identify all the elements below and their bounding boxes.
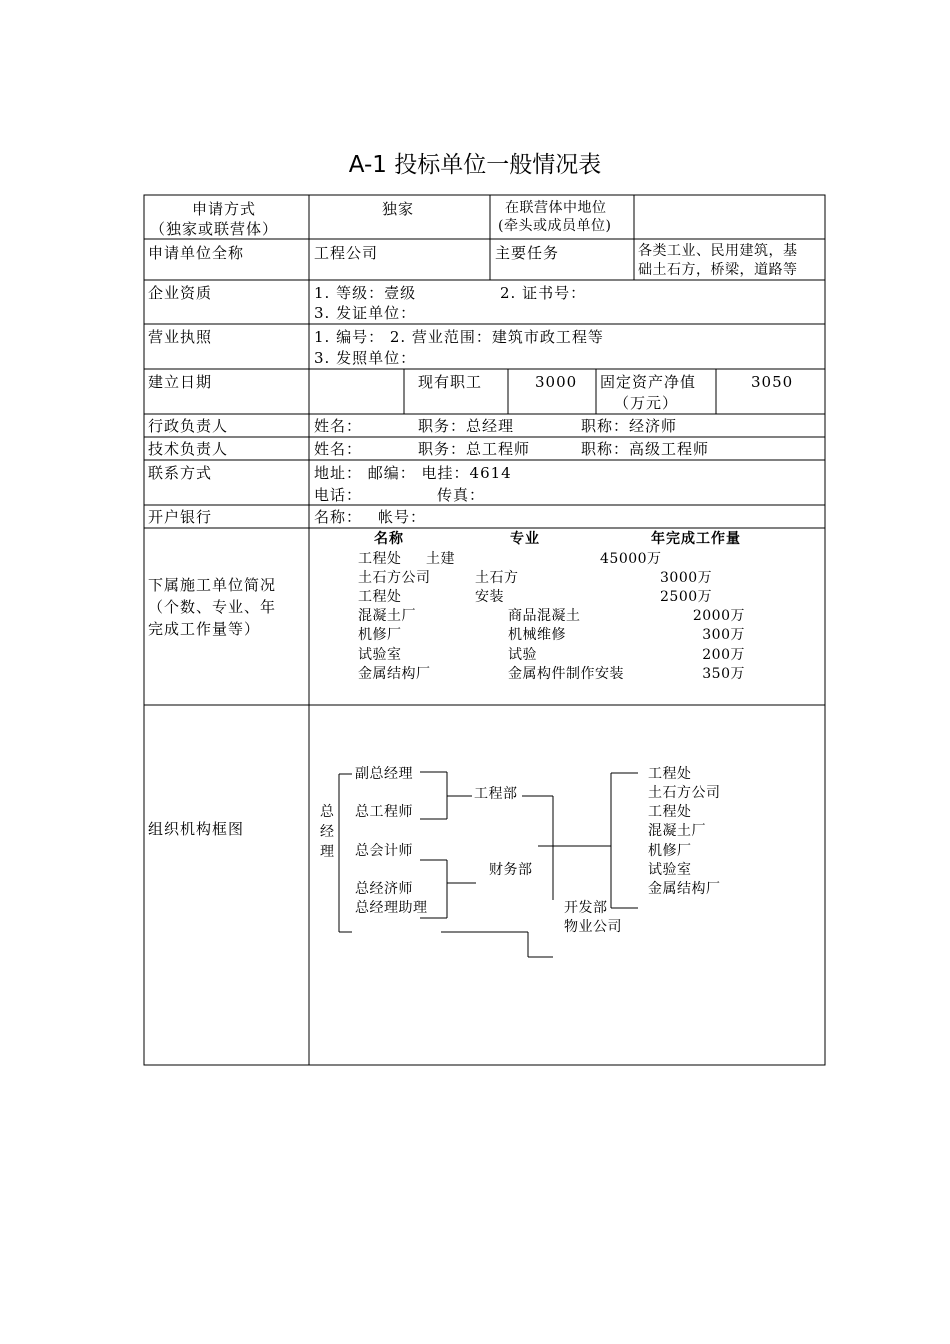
admin-name: 姓名： [314, 417, 363, 435]
contact-fax: 传真： [437, 486, 486, 504]
qualification-label: 企业资质 [148, 284, 213, 302]
bank-account: 帐号： [378, 508, 427, 526]
subunits-sublabel-2: 完成工作量等） [148, 620, 261, 638]
subunit-major: 土建 [426, 551, 455, 567]
org-unit: 混凝土厂 [648, 823, 706, 839]
qualification-issuer: 3. 发证单位： [314, 304, 417, 322]
subunit-amount: 350万 [702, 666, 745, 682]
applicant-label: 申请单位全称 [148, 244, 245, 262]
org-root-char: 经 [320, 824, 335, 840]
subunits-header-name: 名称 [374, 531, 404, 547]
org-deputy: 总会计师 [355, 843, 413, 859]
apply-mode-sublabel: （独家或联营体） [150, 220, 279, 238]
founded-label: 建立日期 [148, 373, 213, 391]
org-root-char: 理 [320, 844, 335, 860]
org-deputy: 总经济师 [355, 881, 413, 897]
org-dept: 财务部 [489, 862, 533, 878]
page-title: A-1 投标单位一般情况表 [348, 152, 602, 178]
bank-name: 名称： [314, 508, 363, 526]
subunit-name: 混凝土厂 [358, 608, 416, 624]
apply-mode-value: 独家 [382, 200, 415, 218]
admin-rank: 职称：经济师 [581, 417, 678, 435]
qualification-grade: 1. 等级：壹级 [314, 284, 417, 302]
org-unit: 工程处 [648, 766, 692, 782]
subunits-header-major: 专业 [510, 531, 540, 547]
admin-post: 职务：总经理 [418, 417, 515, 435]
org-deputy: 总工程师 [355, 804, 413, 820]
main-task-label: 主要任务 [495, 244, 560, 262]
subunit-amount: 2500万 [660, 589, 713, 605]
subunit-major: 安装 [475, 589, 504, 605]
contact-label: 联系方式 [148, 464, 213, 482]
tech-label: 技术负责人 [148, 440, 229, 458]
bank-label: 开户银行 [148, 508, 213, 526]
subunit-amount: 200万 [702, 647, 745, 663]
qualification-cert: 2. 证书号： [500, 284, 587, 302]
main-task-value-line1: 各类工业、民用建筑，基 [638, 243, 798, 259]
subunits-header-amount: 年完成工作量 [651, 531, 741, 547]
subunit-name: 试验室 [358, 647, 402, 663]
license-line2: 3. 发照单位： [314, 349, 417, 367]
main-task-value-line2: 础土石方，桥梁，道路等 [638, 262, 798, 278]
staff-value: 3000 [535, 373, 578, 391]
org-unit: 试验室 [648, 862, 692, 878]
subunit-amount: 3000万 [660, 570, 713, 586]
org-unit: 机修厂 [648, 843, 692, 859]
position-sublabel: (牵头或成员单位) [498, 218, 612, 234]
contact-line1: 地址： 邮编： 电挂：4614 [314, 464, 512, 482]
assets-value: 3050 [751, 373, 794, 391]
subunit-amount: 300万 [702, 627, 745, 643]
staff-label: 现有职工 [418, 373, 483, 391]
subunits-label: 下属施工单位简况 [148, 576, 277, 594]
org-chart-label: 组织机构框图 [148, 820, 245, 838]
admin-label: 行政负责人 [148, 417, 229, 435]
org-root-char: 总 [320, 804, 335, 820]
position-label: 在联营体中地位 [505, 200, 607, 216]
subunit-amount: 45000万 [600, 551, 662, 567]
org-dev-dept: 开发部 [564, 900, 608, 916]
subunit-name: 工程处 [358, 551, 402, 567]
subunit-name: 土石方公司 [358, 570, 431, 586]
contact-phone: 电话： [314, 486, 363, 504]
org-unit: 金属结构厂 [648, 881, 721, 897]
tech-post: 职务：总工程师 [418, 440, 531, 458]
org-deputy: 副总经理 [355, 766, 413, 782]
org-property-company: 物业公司 [564, 919, 622, 935]
subunit-major: 土石方 [475, 570, 519, 586]
license-label: 营业执照 [148, 328, 213, 346]
tech-name: 姓名： [314, 440, 363, 458]
subunit-name: 机修厂 [358, 627, 402, 643]
subunit-major: 机械维修 [508, 627, 566, 643]
subunit-amount: 2000万 [692, 608, 745, 624]
subunit-major: 试验 [508, 647, 537, 663]
assets-label: 固定资产净值 [600, 373, 697, 391]
subunit-major: 商品混凝土 [508, 608, 581, 624]
applicant-value: 工程公司 [314, 244, 379, 262]
subunits-sublabel: （个数、专业、年 [148, 598, 277, 616]
org-unit: 工程处 [648, 804, 692, 820]
subunit-name: 工程处 [358, 589, 402, 605]
license-line1: 1. 编号： 2. 营业范围：建筑市政工程等 [314, 328, 604, 346]
org-dept: 工程部 [474, 786, 518, 802]
assets-unit: （万元） [614, 394, 679, 412]
apply-mode-label: 申请方式 [192, 200, 257, 218]
subunit-major: 金属构件制作安装 [508, 666, 624, 682]
tech-rank: 职称：高级工程师 [581, 440, 710, 458]
org-unit: 土石方公司 [648, 785, 721, 801]
subunit-name: 金属结构厂 [358, 666, 431, 682]
org-deputy: 总经理助理 [355, 900, 428, 916]
